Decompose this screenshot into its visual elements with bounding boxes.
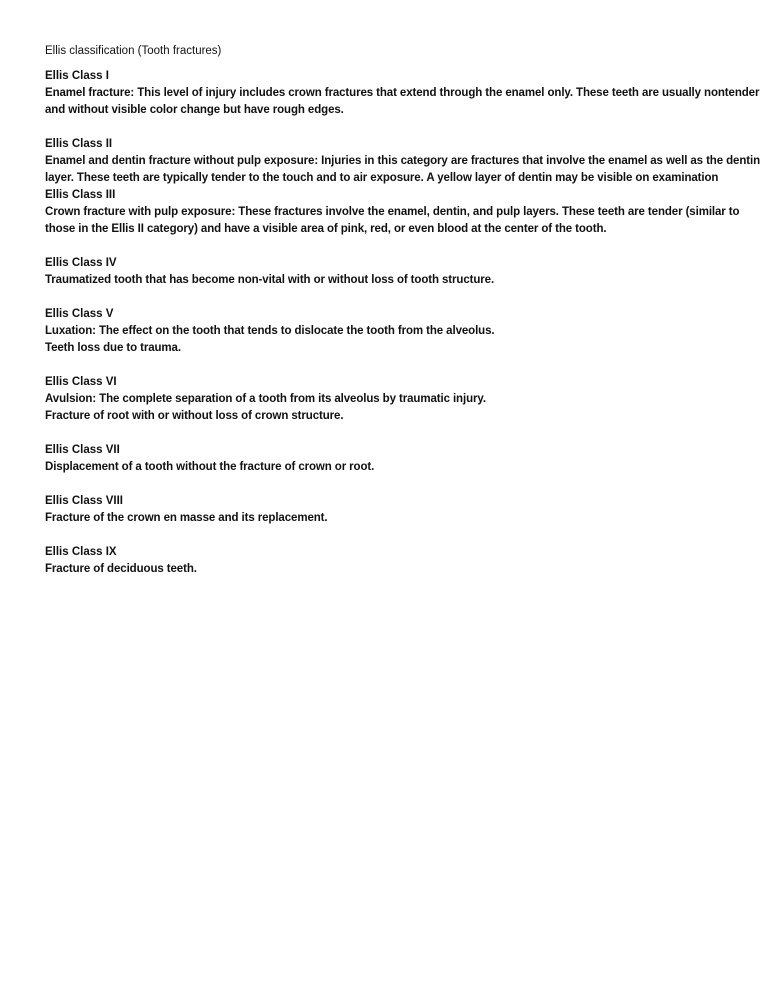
section-text: Teeth loss due to trauma.: [45, 342, 181, 354]
section-ellis-class-1: [45, 68, 760, 119]
section-heading: Ellis Class V: [45, 308, 114, 320]
section-ellis-class-2: [45, 136, 760, 187]
section-ellis-class-6: [45, 374, 760, 425]
section-text: Enamel and dentin fracture without pulp exposure: Injuries in this category are fractures that involve the enamel as well as the dentin layer. These teeth are typically tender to the touch and to air exposure. A yellow layer of dentin may be visible on examination: [45, 155, 761, 184]
section-heading: Ellis Class VI: [45, 376, 117, 388]
section-text: Fracture of deciduous teeth.: [45, 563, 197, 575]
document-title: Ellis classification (Tooth fractures): [45, 45, 222, 57]
section-ellis-class-3: [45, 187, 760, 238]
section-ellis-class-9: [45, 544, 760, 578]
section-text: Fracture of the crown en masse and its replacement.: [45, 512, 328, 524]
section-heading: Ellis Class IX: [45, 546, 117, 558]
section-text: Luxation: The effect on the tooth that tends to dislocate the tooth from the alveolus.: [45, 325, 495, 337]
section-text: Crown fracture with pulp exposure: These fractures involve the enamel, dentin, and pulp layers. These teeth are tender (similar to those in the Ellis II category) and have a visible area of pink, red, or even blood at the center of the tooth.: [45, 206, 740, 235]
section-heading: Ellis Class I: [45, 70, 109, 82]
section-heading: Ellis Class VIII: [45, 495, 123, 507]
section-ellis-class-5: [45, 306, 760, 357]
section-text: Displacement of a tooth without the fracture of crown or root.: [45, 461, 375, 473]
section-text: Avulsion: The complete separation of a tooth from its alveolus by traumatic injury.: [45, 393, 486, 405]
section-heading: Ellis Class III: [45, 189, 116, 201]
section-heading: Ellis Class IV: [45, 257, 117, 269]
section-ellis-class-8: [45, 493, 760, 527]
section-text: Traumatized tooth that has become non-vital with or without loss of tooth structure.: [45, 274, 495, 286]
section-text: Enamel fracture: This level of injury includes crown fractures that extend through the enamel only. These teeth are usually nontender and without visible color change but have rough edges.: [45, 87, 760, 116]
section-text: Fracture of root with or without loss of crown structure.: [45, 410, 344, 422]
section-heading: Ellis Class VII: [45, 444, 120, 456]
section-ellis-class-7: [45, 442, 760, 476]
section-heading: Ellis Class II: [45, 138, 113, 150]
section-ellis-class-4: [45, 255, 760, 289]
